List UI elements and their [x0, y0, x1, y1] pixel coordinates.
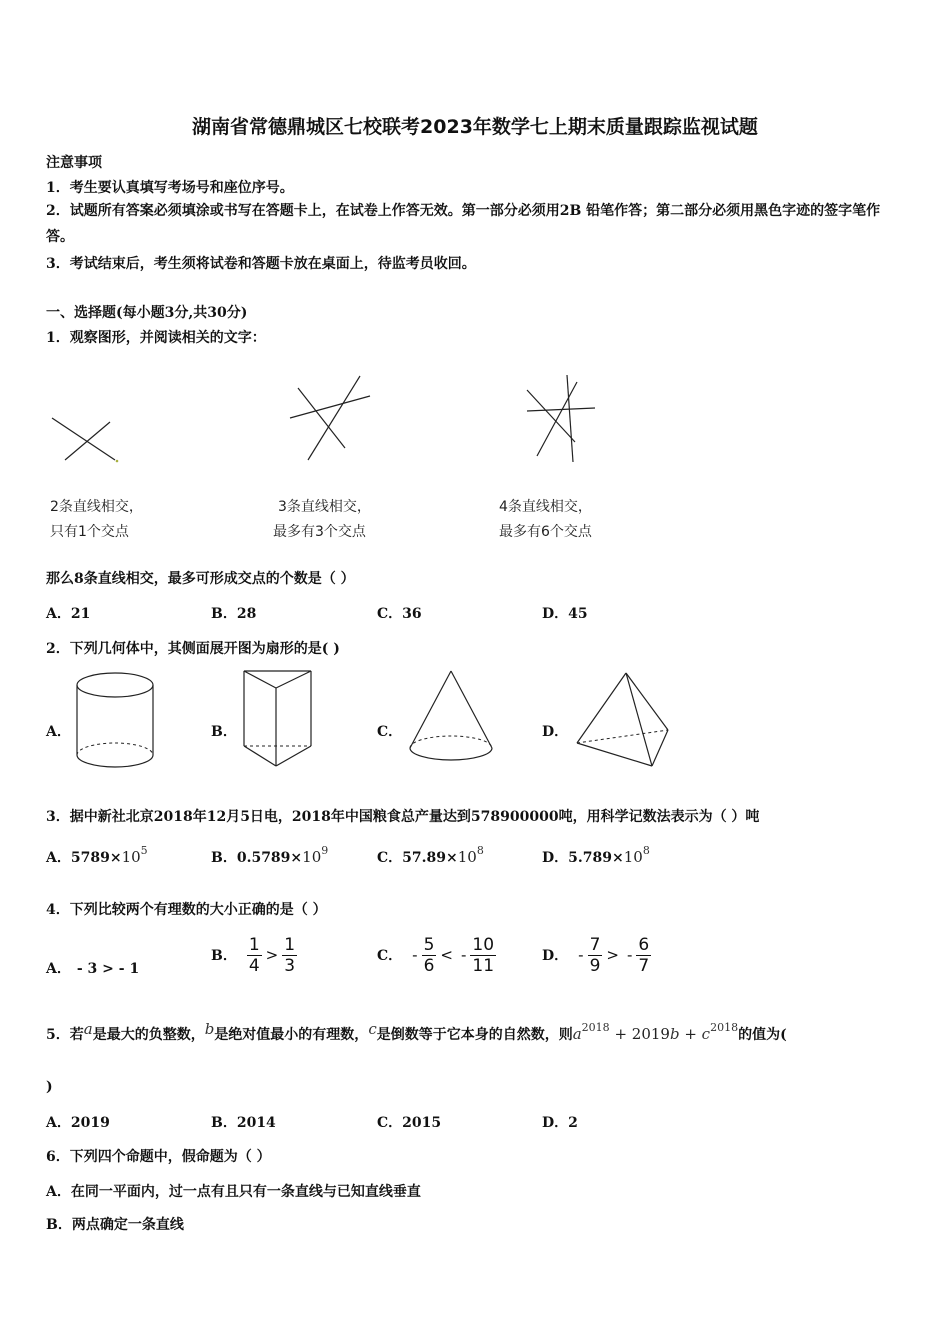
q2-option-c-label: C．: [377, 724, 403, 740]
q5-option-b: B．2014: [211, 1115, 276, 1131]
q5-option-d: D．2: [542, 1115, 578, 1131]
q5-stem-close: ): [46, 1079, 53, 1095]
q5-expression: $a^{2018} + 2019b + c^{2018}$: [572, 1021, 739, 1043]
q3-option-b: B．$0.5789\times 10^9$: [211, 844, 329, 866]
q3-option-a: A．$5789\times 10^5$: [46, 844, 148, 866]
cone-figure: [405, 668, 497, 770]
fraction: $\frac{1}{3}$: [284, 934, 296, 976]
fraction: $\frac{10}{11}$: [472, 934, 495, 976]
q2-option-a-label: A．: [46, 724, 71, 740]
q4-stem: 4．下列比较两个有理数的大小正确的是（ ）: [46, 902, 327, 918]
q1-question: 那么8条直线相交，最多可形成交点的个数是（ ）: [46, 571, 355, 587]
fraction: $\frac{5}{6}$: [423, 934, 435, 976]
caption-four-lines: 4条直线相交， 最多有6个交点: [499, 499, 592, 540]
q1-option-d: D．45: [542, 606, 588, 622]
notice-heading: 注意事项: [46, 155, 102, 171]
fraction: $\frac{6}{7}$: [638, 934, 650, 976]
notice-item-2: 2．试题所有答案必须填涂或书写在答题卡上，在试卷上作答无效。第一部分必须用2B 铅笔作答；第二部分必须用黑色字迹的签字笔作答。: [46, 203, 881, 245]
q5-option-a: A．2019: [46, 1115, 110, 1131]
q6-option-b: B．两点确定一条直线: [46, 1217, 184, 1233]
caption-three-lines: 3条直线相交， 最多有3个交点: [273, 499, 371, 540]
q5-option-c: C．2015: [377, 1115, 442, 1131]
q3-option-d: D．$5.789\times 10^8$: [542, 844, 650, 866]
notice-item-3: 3．考试结束后，考生须将试卷和答题卡放在桌面上，待监考员收回。: [46, 256, 476, 272]
q1-stem: 1．观察图形，并阅读相关的文字：: [46, 330, 266, 346]
caption-two-lines: 2条直线相交， 只有1个交点: [50, 499, 143, 540]
three-lines-figure: [280, 370, 390, 470]
q1-option-a: A．21: [46, 606, 91, 622]
triangular-prism-figure: [240, 668, 320, 770]
q2-option-b-label: B．: [211, 724, 237, 740]
q3-option-c: C．$57.89\times 10^8$: [377, 844, 484, 866]
q6-option-a: A．在同一平面内，过一点有且只有一条直线与已知直线垂直: [46, 1184, 421, 1200]
q3-stem: 3．据中新社北京2018年12月5日电，2018年中国粮食总产量达到578900000吨，用科学记数法表示为（ ）吨: [46, 809, 760, 825]
q6-stem: 6．下列四个命题中，假命题为（ ）: [46, 1149, 271, 1165]
fraction: $\frac{1}{4}$: [248, 934, 260, 976]
notice-item-1: 1．考生要认真填写考场号和座位序号。: [46, 180, 294, 196]
q2-option-d-label: D．: [542, 724, 569, 740]
section-heading: 一、选择题(每小题3分,共30分): [46, 305, 248, 321]
q4-option-b: B． $\frac{1}{4}$ > $\frac{1}{3}$: [211, 934, 296, 976]
q5-stem: 5．若a是最大的负整数，b是绝对值最小的有理数，c是倒数等于它本身的自然数，则$a^{2018} + 2019b + c^{2018}$的值为(: [46, 1020, 787, 1043]
q4-option-c: C． - $\frac{5}{6}$ < - $\frac{10}{11}$: [377, 934, 495, 976]
four-lines-figure: [515, 370, 615, 470]
q1-option-b: B．28: [211, 606, 257, 622]
triangular-pyramid-figure: [572, 668, 672, 770]
q1-option-c: C．36: [377, 606, 422, 622]
q2-stem: 2．下列几何体中，其侧面展开图为扇形的是( ): [46, 641, 340, 657]
cylinder-figure: [75, 670, 160, 772]
q4-option-a: A． - 3 > - 1: [46, 961, 140, 977]
page-title: 湖南省常德鼎城区七校联考2023年数学七上期末质量跟踪监视试题: [192, 116, 758, 138]
fraction: $\frac{7}{9}$: [589, 934, 601, 976]
q4-option-d: D． - $\frac{7}{9}$ > - $\frac{6}{7}$: [542, 934, 650, 976]
two-lines-figure: [40, 400, 140, 480]
